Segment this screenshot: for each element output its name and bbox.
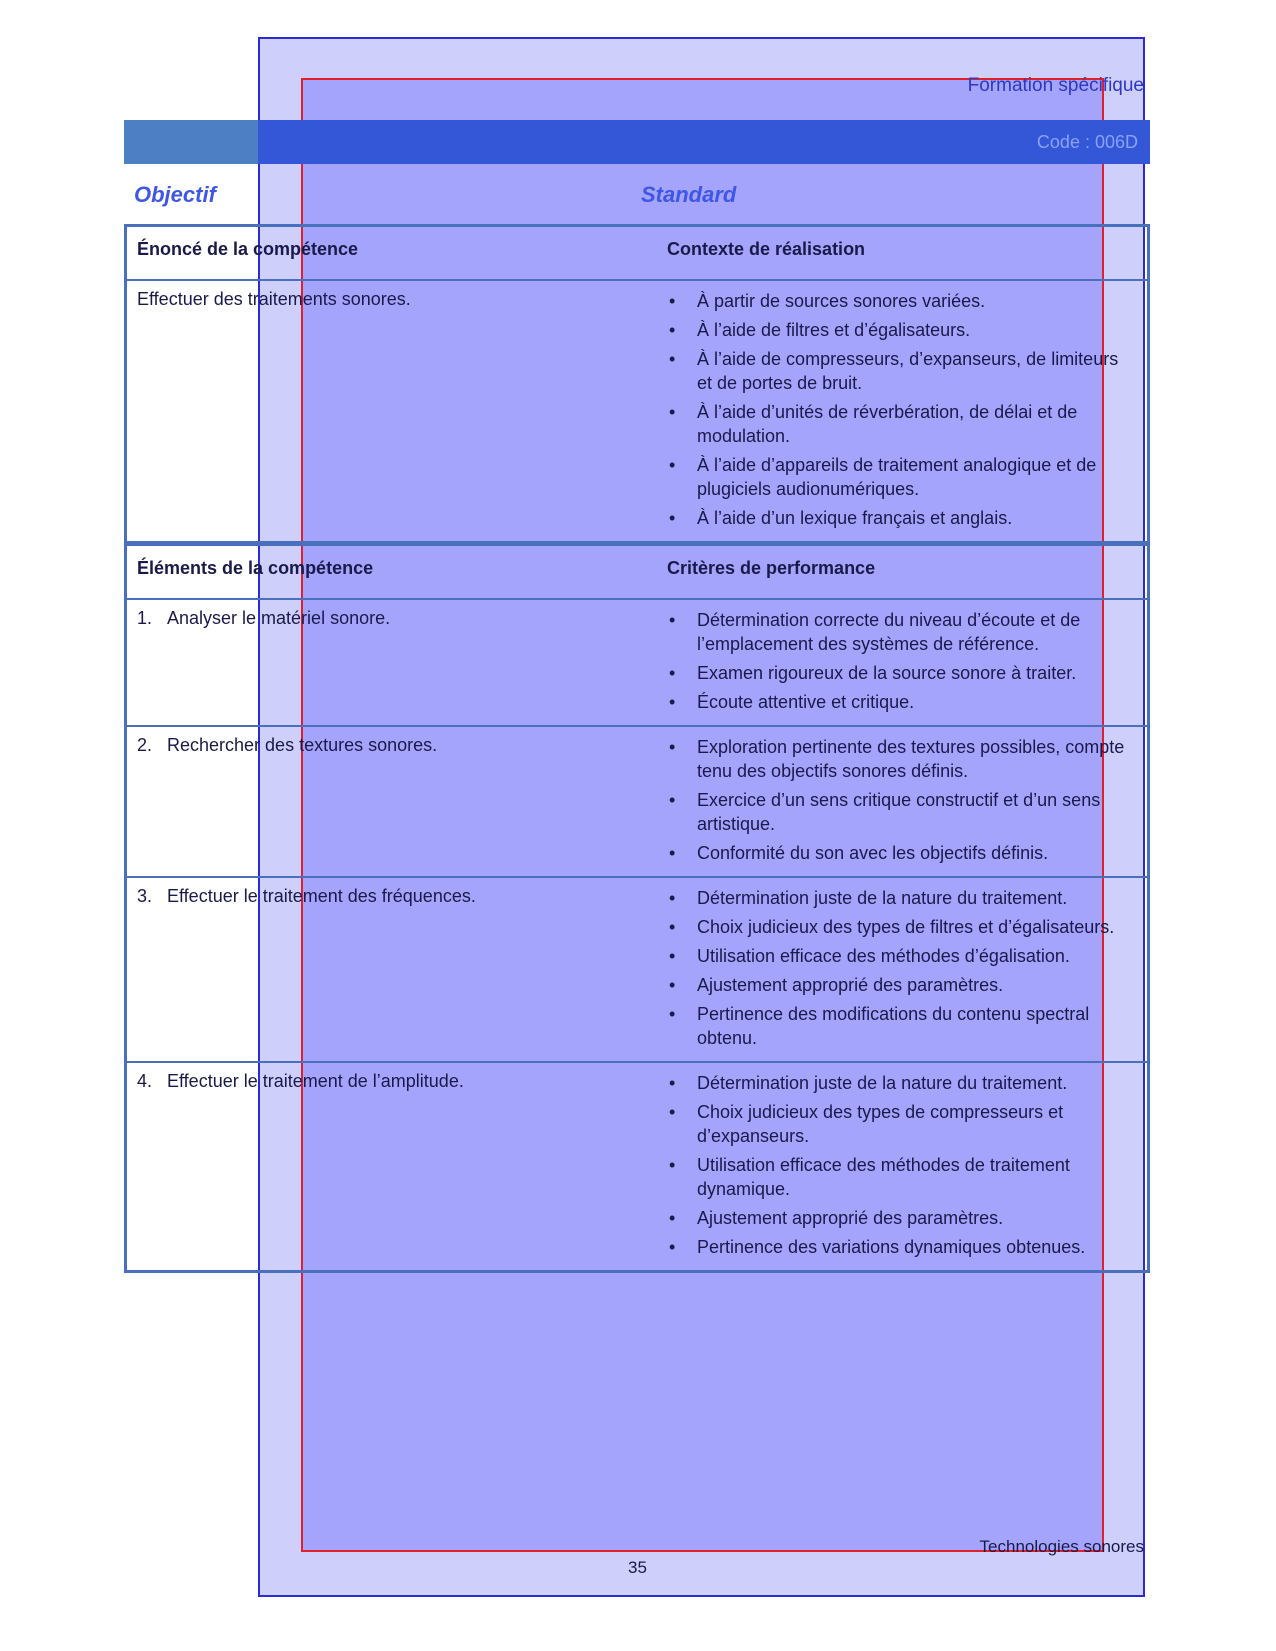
context-header: Contexte de réalisation: [667, 226, 1149, 281]
element-number: 1.: [137, 608, 153, 628]
criterion-item: • Pertinence des variations dynamiques obtenues.: [667, 1235, 1137, 1259]
elements-table: [124, 543, 1150, 1273]
criterion-item: • Utilisation efficace des méthodes d’égalisation.: [667, 944, 1137, 968]
criteria-list: [667, 886, 1137, 1050]
criterion-item: • Exercice d’un sens critique constructif et d’un sens artistique.: [667, 788, 1137, 836]
criterion-item: • Écoute attentive et critique.: [667, 690, 1137, 714]
footer-program: Technologies sonores: [979, 1537, 1144, 1556]
criterion-item: • Détermination juste de la nature du traitement.: [667, 886, 1137, 910]
criterion-item: • Conformité du son avec les objectifs définis.: [667, 841, 1137, 865]
criterion-item: • Détermination juste de la nature du traitement.: [667, 1071, 1137, 1095]
element-number: 3.: [137, 886, 153, 906]
context-item: • À l’aide d’un lexique français et anglais.: [667, 506, 1137, 530]
criteria-list: [667, 1071, 1137, 1259]
code-band-accent: [124, 120, 258, 164]
competence-row: [126, 280, 1149, 543]
objective-heading: Objectif: [134, 182, 216, 207]
competence-table-header: [126, 226, 1149, 281]
context-item: • À l’aide d’appareils de traitement analogique et de plugiciels audionumériques.: [667, 453, 1137, 501]
elements-header: Éléments de la compétence: [126, 545, 668, 600]
element-label: Effectuer le traitement de l’amplitude.: [167, 1071, 464, 1091]
element-row: [126, 599, 1149, 726]
element-number: 2.: [137, 735, 153, 755]
criteria-list: [667, 608, 1137, 714]
criterion-item: • Pertinence des modifications du contenu spectral obtenu.: [667, 1002, 1137, 1050]
element-label: Rechercher des textures sonores.: [167, 735, 438, 755]
context-list: [667, 289, 1137, 530]
context-item: • À l’aide de compresseurs, d’expanseurs, de limiteurs et de portes de bruit.: [667, 347, 1137, 395]
competence-table: [124, 224, 1150, 544]
criterion-item: • Détermination correcte du niveau d’écoute et de l’emplacement des systèmes de référence.: [667, 608, 1137, 656]
header-title: Formation spécifique: [967, 75, 1144, 96]
element-row: [126, 726, 1149, 877]
statement-header: Énoncé de la compétence: [126, 226, 668, 281]
criterion-item: • Examen rigoureux de la source sonore à traiter.: [667, 661, 1137, 685]
criterion-item: • Choix judicieux des types de filtres et d’égalisateurs.: [667, 915, 1137, 939]
context-item: • À l’aide de filtres et d’égalisateurs.: [667, 318, 1137, 342]
criterion-item: • Choix judicieux des types de compresseurs et d’expanseurs.: [667, 1100, 1137, 1148]
criterion-item: • Ajustement approprié des paramètres.: [667, 973, 1137, 997]
element-number: 4.: [137, 1071, 153, 1091]
context-item: • À l’aide d’unités de réverbération, de délai et de modulation.: [667, 400, 1137, 448]
element-label: Effectuer le traitement des fréquences.: [167, 886, 476, 906]
criterion-item: • Utilisation efficace des méthodes de traitement dynamique.: [667, 1153, 1137, 1201]
criterion-item: • Exploration pertinente des textures possibles, compte tenu des objectifs sonores définis.: [667, 735, 1137, 783]
criteria-header: Critères de performance: [667, 545, 1149, 600]
code-band: [124, 120, 1150, 164]
element-row: [126, 1062, 1149, 1272]
elements-table-header: [126, 545, 1149, 600]
page-number: 35: [628, 1558, 647, 1577]
element-row: [126, 877, 1149, 1062]
element-label: Analyser le matériel sonore.: [167, 608, 391, 628]
competence-statement: Effectuer des traitements sonores.: [137, 289, 411, 309]
criteria-list: [667, 735, 1137, 865]
criterion-item: • Ajustement approprié des paramètres.: [667, 1206, 1137, 1230]
standard-heading: Standard: [641, 182, 737, 207]
context-item: • À partir de sources sonores variées.: [667, 289, 1137, 313]
competence-code: Code : 006D: [1036, 132, 1138, 152]
